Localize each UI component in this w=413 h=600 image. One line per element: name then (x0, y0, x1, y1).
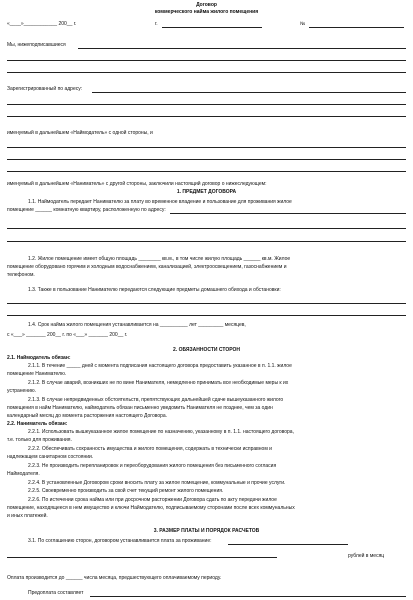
clause-2-2-6-cont: и иных платежей. (7, 513, 48, 519)
tenant-clause: именуемый в дальнейшем «Наниматель» с другой стороны, заключили настоящий договор о нижеследующем: (7, 181, 267, 187)
clause-2-1-2-cont: устранению. (7, 388, 37, 394)
date-line: «____»____________ 200__ г. (7, 21, 77, 27)
clause-1-2-cont: телефоном. (7, 272, 35, 278)
clause-2-1-1-cont: помещение Нанимателю. (7, 371, 67, 377)
city-label: г. (155, 21, 158, 27)
clause-1-2-cont: помещение оборудовано горячим и холодным водоснабжением, канализацией, электроосвещением, газоснабжением и (7, 264, 287, 270)
section-2-title: 2. ОБЯЗАННОСТИ СТОРОН (173, 347, 240, 353)
subsection-2-1: 2.1. Наймодатель обязан: (7, 355, 71, 361)
doc-title: Договор (196, 2, 217, 8)
section-1-title: 1. ПРЕДМЕТ ДОГОВОРА (176, 189, 237, 195)
number-field[interactable] (309, 27, 404, 28)
fill-line[interactable] (7, 303, 406, 304)
clause-2-2-6: 2.2.6. По истечении срока найма или при досрочном расторжении Договора сдать по акту передачи жилое (28, 497, 277, 503)
clause-2-1-3: 2.1.3. В случае непредвиденных обстоятельств, препятствующих дальнейшей сдаче вышеуказанного жилого (28, 397, 284, 403)
clause-2-2-4: 2.2.4. В установленные Договором сроки вносить плату за жилое помещение, коммунальные и прочие услуги. (28, 480, 286, 486)
fill-line[interactable] (7, 315, 406, 316)
fill-line[interactable] (7, 72, 406, 73)
section-3-title: 3. РАЗМЕР ПЛАТЫ И ПОРЯДОК РАСЧЕТОВ (153, 528, 260, 534)
rubles-per-month: рублей в месяц (348, 553, 385, 559)
doc-subtitle: коммерческого найма жилого помещения (154, 9, 259, 15)
clause-1-4-dates: с «___» _______ 200__ г. по «___» _______ 200__ г. (7, 332, 128, 338)
fill-line[interactable] (7, 116, 406, 117)
prepayment-label: Предоплата составляет (28, 590, 84, 596)
clause-1-1: 1.1. Наймодатель передает Нанимателю за плату во временное владение и пользование для проживания жилое (28, 199, 292, 205)
clause-2-1-3-cont: календарный месяц до момента расторжения настоящего Договора. (7, 413, 168, 419)
fill-line[interactable] (7, 60, 406, 61)
rent-words-field[interactable] (7, 557, 277, 558)
clause-1-2: 1.2. Жилое помещение имеет общую площадь ________ кв.м., в том числе жилую площадь ______ кв.м. Жилое (28, 256, 291, 262)
registered-label: Зарегистрированный по адресу: (7, 86, 83, 92)
fill-line[interactable] (7, 171, 406, 172)
clause-2-1-2: 2.1.2. В случае аварий, возникших не по вине Нанимателя, немедленно принимать все необходимые меры к их (28, 380, 289, 386)
clause-3-1: 3.1. По соглашению сторон, договором устанавливается плата за проживание: (28, 538, 212, 544)
property-address-field[interactable] (170, 213, 406, 214)
clause-2-2-5: 2.2.5. Своевременно производить за свой счет текущий ремонт жилого помещения. (28, 488, 224, 494)
clause-2-2-2-cont: надлежащем санитарном состоянии. (7, 454, 94, 460)
address-field[interactable] (92, 92, 406, 93)
fill-line[interactable] (7, 241, 406, 242)
city-field[interactable] (162, 27, 262, 28)
rent-amount-field[interactable] (228, 544, 348, 545)
clause-2-2-6-cont: помещение, находящееся в нем имущество и ключи Наймодателю, подписываемому сторонами после всех коммунальных (7, 505, 295, 511)
clause-1-4: 1.4. Срок найма жилого помещения устанавливается на __________ лет _________ месяцев, (28, 322, 246, 328)
fill-line[interactable] (7, 159, 406, 160)
payment-term: Оплата производится до ______ числа месяца, предшествующего оплачиваемому периоду. (7, 575, 222, 581)
clause-2-2-1-cont: т.е. только для проживания. (7, 437, 72, 443)
fill-line[interactable] (7, 228, 406, 229)
clause-1-1-cont: помещение ______ комнатную квартиру, расположенную по адресу: (7, 207, 166, 213)
fill-line[interactable] (7, 104, 406, 105)
clause-2-2-3-cont: Наймодателя. (7, 471, 40, 477)
clause-1-3: 1.3. Также в пользование Нанимателю передаются следующие предметы домашнего обихода и обстановки: (28, 287, 281, 293)
parties-field[interactable] (78, 48, 406, 49)
clause-2-1-1: 2.1.1. В течение _____ дней с момента подписания настоящего договора предоставить указанное в п. 1.1. жилое (28, 363, 292, 369)
landlord-clause: именуемый в дальнейшем «Наймодатель» с одной стороны, и (7, 130, 153, 136)
clause-2-2-2: 2.2.2. Обеспечивать сохранность имущества и жилого помещения, содержать в технически исправном и (28, 446, 272, 452)
number-label: № (300, 21, 306, 27)
subsection-2-2: 2.2. Наниматель обязан: (7, 421, 68, 427)
fill-line[interactable] (7, 147, 406, 148)
clause-2-2-3: 2.2.3. Не производить перепланировок и переоборудования жилого помещения без письменного согласия (28, 463, 277, 469)
we-label: Мы, нижеподписавшиеся (7, 42, 66, 48)
prepayment-field[interactable] (90, 596, 406, 597)
clause-2-2-1: 2.2.1. Использовать вышеуказанное жилое помещение по назначению, указанному в п. 1.1. настоящего договора, (28, 429, 294, 435)
clause-2-1-3-cont: помещения в найм Нанимателю, наймодатель обязан письменно уведомить Нанимателя не позднее, чем за один (7, 405, 273, 411)
